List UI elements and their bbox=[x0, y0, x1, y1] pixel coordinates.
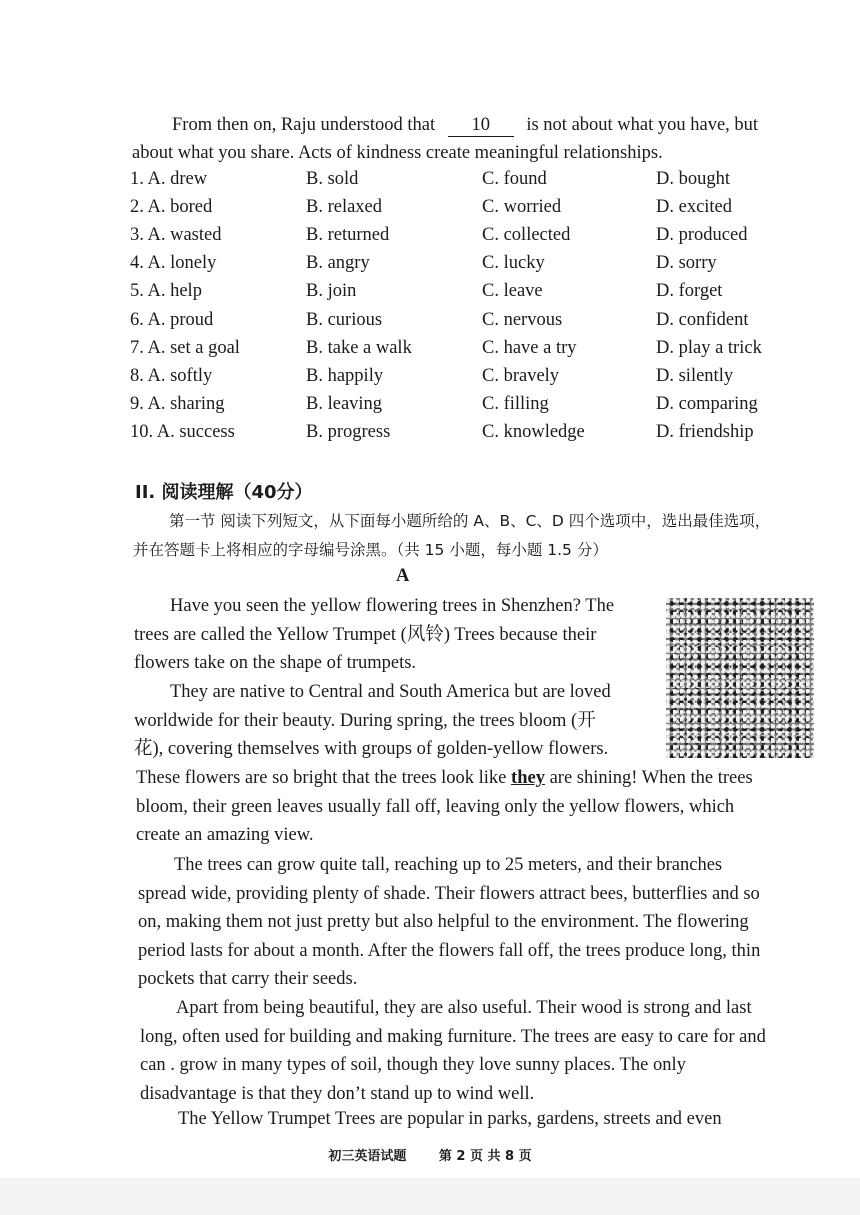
choice-c: C. lucky bbox=[482, 253, 545, 274]
choice-b: B. progress bbox=[306, 422, 391, 443]
choice-d: D. comparing bbox=[656, 394, 758, 415]
option-row bbox=[130, 334, 826, 362]
option-row bbox=[130, 250, 826, 278]
intro-text-before: From then on, Raju understood that bbox=[172, 115, 436, 135]
option-row bbox=[130, 278, 826, 306]
intro-line-1 bbox=[172, 111, 758, 139]
choice-a: 4. A. lonely bbox=[130, 253, 217, 274]
choice-b: B. leaving bbox=[306, 394, 383, 415]
highlighted-word-they: they bbox=[511, 768, 545, 788]
paragraph-line: They are native to Central and South America but are loved bbox=[170, 682, 611, 702]
paragraph-5 bbox=[142, 1105, 822, 1134]
option-row bbox=[130, 419, 826, 447]
choice-c: C. worried bbox=[482, 196, 562, 217]
scan-bottom-band bbox=[0, 1178, 860, 1215]
choice-a: 10. A. success bbox=[130, 422, 235, 443]
choice-d: D. confident bbox=[656, 309, 749, 330]
instruction-line-1: 第一节 阅读下列短文，从下面每小题所给的 A、B、C、D 四个选项中，选出最佳选项， bbox=[169, 512, 771, 530]
choice-d: D. friendship bbox=[656, 422, 754, 443]
paragraph-line: The Yellow Trumpet Trees are popular in parks, gardens, streets and even bbox=[178, 1109, 722, 1129]
choice-a: 2. A. bored bbox=[130, 196, 213, 217]
paragraph-line: Apart from being beautiful, they are also useful. Their wood is strong and last bbox=[176, 998, 752, 1018]
footer-exam-name: 初三英语试题 bbox=[328, 1149, 407, 1164]
page-footer bbox=[0, 1145, 860, 1164]
choice-b: B. happily bbox=[306, 365, 384, 386]
paragraph-line: can . grow in many types of soil, though they love sunny places. The only bbox=[140, 1055, 686, 1076]
choice-a: 7. A. set a goal bbox=[130, 337, 240, 358]
option-row bbox=[130, 193, 826, 221]
paragraph-2 bbox=[134, 678, 656, 764]
choice-d: D. sorry bbox=[656, 253, 717, 274]
choice-a: 5. A. help bbox=[130, 281, 202, 302]
option-row bbox=[130, 306, 826, 334]
choice-a: 1. A. drew bbox=[130, 168, 208, 189]
section-title: II. 阅读理解（40分） bbox=[135, 482, 313, 503]
choice-c: C. collected bbox=[482, 224, 571, 245]
intro-line-2: about what you share. Acts of kindness create meaningful relationships. bbox=[132, 143, 663, 163]
paragraph-line: create an amazing view. bbox=[136, 825, 314, 846]
yellow-trumpet-tree-photo bbox=[666, 598, 814, 758]
paragraph-line: bloom, their green leaves usually fall off, leaving only the yellow flowers, which bbox=[136, 796, 735, 817]
paragraph-line: trees are called the Yellow Trumpet (风铃) Trees because their bbox=[134, 624, 597, 645]
footer-page-info: 第 2 页 共 8 页 bbox=[438, 1149, 532, 1164]
paragraph-1 bbox=[134, 592, 656, 678]
choice-c: C. knowledge bbox=[482, 422, 585, 443]
text-after-highlight: are shining! When the trees bbox=[549, 768, 753, 788]
paragraph-4 bbox=[140, 994, 820, 1108]
choice-d: D. excited bbox=[656, 196, 733, 217]
choice-b: B. angry bbox=[306, 253, 370, 274]
paragraph-line: pockets that carry their seeds. bbox=[138, 969, 358, 990]
paragraph-3 bbox=[138, 851, 818, 994]
option-row bbox=[130, 165, 826, 193]
text-before-highlight: These flowers are so bright that the trees look like bbox=[136, 768, 507, 788]
intro-text-after: is not about what you have, but bbox=[526, 115, 759, 135]
choice-b: B. join bbox=[306, 281, 357, 302]
option-row bbox=[130, 362, 826, 390]
choice-b: B. sold bbox=[306, 168, 359, 189]
paragraph-line: spread wide, providing plenty of shade. Their flowers attract bees, butterflies and so bbox=[138, 883, 760, 904]
choice-c: C. found bbox=[482, 168, 547, 189]
choice-c: C. have a try bbox=[482, 337, 577, 358]
choice-b: B. relaxed bbox=[306, 196, 383, 217]
paragraph-line: period lasts for about a month. After the flowers fall off, the trees produce long, thin bbox=[138, 940, 761, 961]
choice-b: B. take a walk bbox=[306, 337, 412, 358]
choice-c: C. leave bbox=[482, 281, 543, 302]
choice-b: B. returned bbox=[306, 224, 390, 245]
choice-b: B. curious bbox=[306, 309, 383, 330]
choice-a: 3. A. wasted bbox=[130, 224, 222, 245]
choice-a: 8. A. softly bbox=[130, 365, 213, 386]
paragraph-line: disadvantage is that they don’t stand up to wind well. bbox=[140, 1083, 535, 1104]
options-table bbox=[130, 165, 826, 447]
choice-c: C. nervous bbox=[482, 309, 563, 330]
passage-letter: A bbox=[396, 566, 410, 586]
paragraph-line: long, often used for building and making furniture. The trees are easy to care for and bbox=[140, 1026, 766, 1047]
choice-d: D. silently bbox=[656, 365, 734, 386]
paragraph-2-continued bbox=[136, 764, 816, 850]
option-row bbox=[130, 221, 826, 249]
choice-d: D. bought bbox=[656, 168, 730, 189]
paragraph-line: on, making them not just pretty but also helpful to the environment. The flowering bbox=[138, 912, 749, 933]
choice-a: 9. A. sharing bbox=[130, 394, 225, 415]
choice-a: 6. A. proud bbox=[130, 309, 214, 330]
option-row bbox=[130, 391, 826, 419]
choice-d: D. forget bbox=[656, 281, 723, 302]
paragraph-line: flowers take on the shape of trumpets. bbox=[134, 653, 417, 674]
paragraph-line: worldwide for their beauty. During spring, the trees bloom (开 bbox=[134, 710, 596, 731]
paragraph-line: Have you seen the yellow flowering trees in Shenzhen? The bbox=[170, 596, 615, 616]
choice-d: D. produced bbox=[656, 224, 748, 245]
answer-blank-10: 10 bbox=[448, 114, 514, 137]
choice-c: C. filling bbox=[482, 394, 549, 415]
paragraph-line bbox=[136, 764, 816, 793]
paragraph-line: The trees can grow quite tall, reaching up to 25 meters, and their branches bbox=[174, 855, 723, 875]
instruction-line-2: 并在答题卡上将相应的字母编号涂黑。（共 15 小题，每小题 1.5 分） bbox=[133, 541, 608, 559]
choice-d: D. play a trick bbox=[656, 337, 762, 358]
paragraph-line: 花), covering themselves with groups of golden-yellow flowers. bbox=[134, 739, 609, 760]
choice-c: C. bravely bbox=[482, 365, 560, 386]
